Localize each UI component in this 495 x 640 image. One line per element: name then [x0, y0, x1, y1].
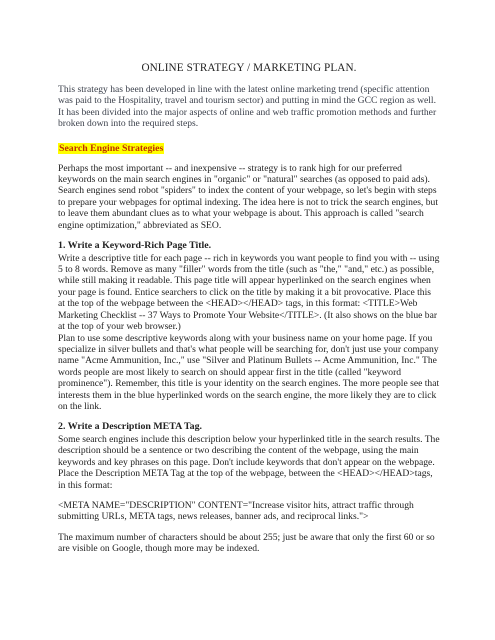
document-title: ONLINE STRATEGY / MARKETING PLAN.	[141, 62, 357, 74]
section-intro-paragraph: Perhaps the most important -- and inexpensive -- strategy is to rank high for our preferred keywords on the main search engines in "organic" or "natural" searches (as opposed to paid ads). Search engines send robot "spiders" to index the content of your webpage, so let's begin with steps to prepare your webpages for optimal indexing. The idea here is not to trick the search engines, but to leave them abundant clues as to what your webpage is about. This approach is called "search engine optimization," abbreviated as SEO.	[58, 162, 438, 231]
section-heading-highlight: Search Engine Strategies	[59, 142, 164, 154]
step2-paragraph-1: Some search engines include this description below your hyperlinked title in the search results. The description should be a sentence or two describing the content of the webpage, using the main keywords and key phrases on this page. Don't include keywords that don't appear on the webpage. Place the Description META Tag at the top of the webpage, between the <HEAD></HEAD>tags, in this format:	[58, 433, 440, 491]
step2-heading: 2. Write a Description META Tag.	[58, 421, 203, 433]
document-page	[58, 62, 440, 555]
step1-paragraph-2: Plan to use some descriptive keywords along with your business name on your home page. If you specialize in silver bullets and that's what people will be searching for, don't just use your company name "Acme Ammunition, Inc.," use "Silver and Platinum Bullets -- Acme Ammunition, Inc." The words people are most likely to search on should appear first in the title (called "keyword prominence"). Remember, this title is your identity on the search engines. The more people see that interests them in the blue hyperlinked words on the search engine, the more likely they are to click on the link.	[58, 332, 440, 412]
meta-code-example: <META NAME="DESCRIPTION" CONTENT="Increase visitor hits, attract traffic through submitting URLs, META tags, news releases, banner ads, and reciprocal links.">	[58, 499, 414, 523]
step2-paragraph-2: The maximum number of characters should be about 255; just be aware that only the first 60 or so are visible on Google, though more may be indexed.	[58, 531, 435, 555]
step1-paragraph-1: Write a descriptive title for each page -- rich in keywords you want people to find you with -- using 5 to 8 words. Remove as many "filler" words from the title (such as "the," "and," etc.) as possible, while still making it readable. This page title will appear hyperlinked on the search engines when your page is found. Entice searchers to click on the title by making it a bit provocative. Place this at the top of the webpage between the <HEAD></HEAD> tags, in this format: <TITLE>Web Marketing Checklist -- 37 Ways to Promote Your Website</TITLE>. (It also shows on the blue bar at the top of your web browser.)	[58, 252, 440, 333]
step1-heading: 1. Write a Keyword-Rich Page Title.	[58, 240, 212, 252]
intro-paragraph: This strategy has been developed in line with the latest online marketing trend (specific attention was paid to the Hospitality, travel and tourism sector) and putting in mind the GCC region as well. It has been divided into the major aspects of online and web traffic promotion methods and further broken down into the required steps.	[58, 84, 437, 130]
